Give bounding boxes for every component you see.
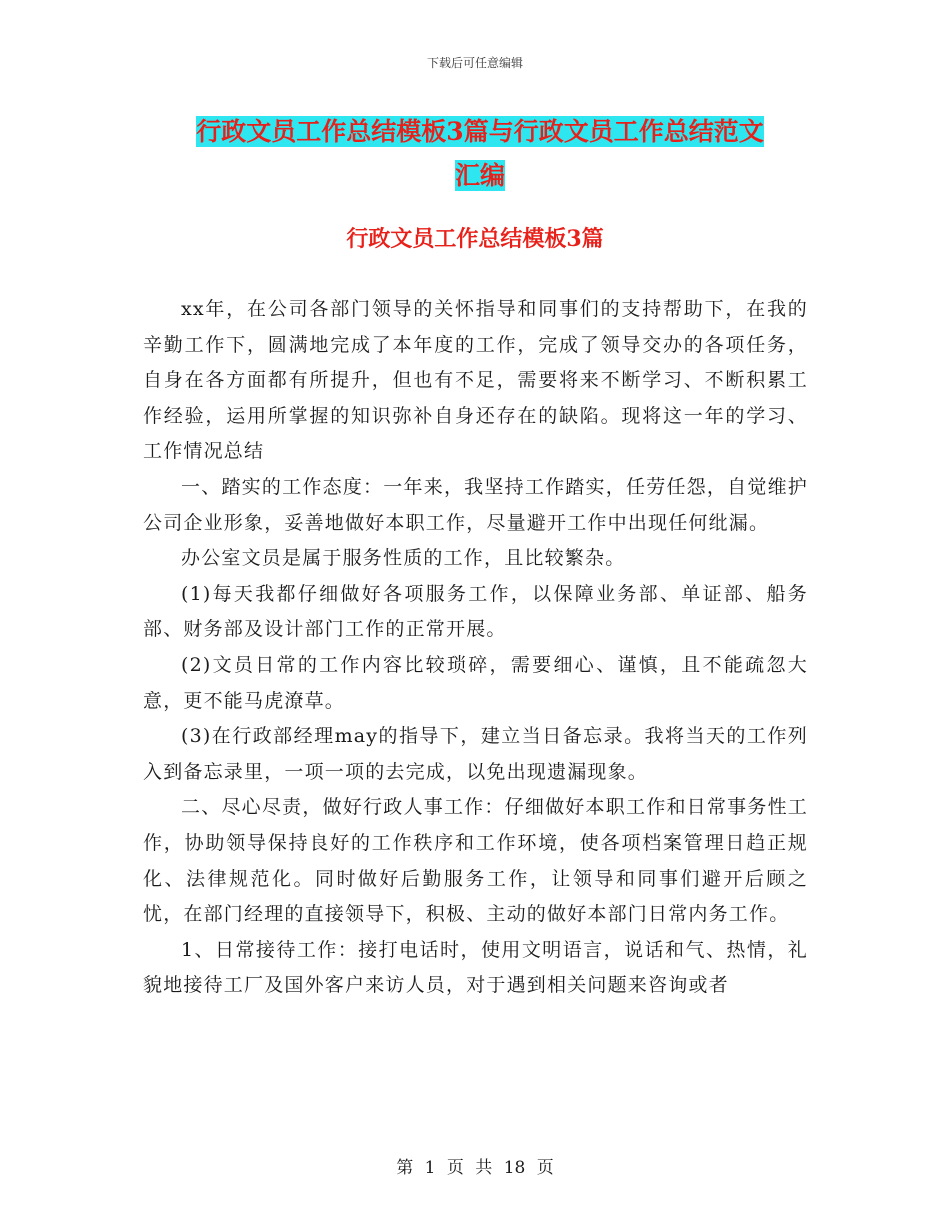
paragraph: (2)文员日常的工作内容比较琐碎，需要细心、谨慎，且不能疏忽大意，更不能马虎潦草。 <box>143 653 808 712</box>
document-title <box>140 110 820 198</box>
section-title: 行政文员工作总结模板3篇 <box>346 226 604 252</box>
paragraph: 办公室文员是属于服务性质的工作，且比较繁杂。 <box>181 547 626 570</box>
title-line-1: 行政文员工作总结模板3篇与行政文员工作总结范文 <box>196 117 764 146</box>
body-text <box>143 292 808 1004</box>
paragraph: 一、踏实的工作态度：一年来，我坚持工作踏实，任劳任怨，自觉维护公司企业形象，妥善地做好本职工作，尽量避开工作中出现任何纰漏。 <box>143 475 808 534</box>
paragraph: xx年，在公司各部门领导的关怀指导和同事们的支持帮助下，在我的辛勤工作下，圆满地完成了本年度的工作，完成了领导交办的各项任务，自身在各方面都有所提升，但也有不足，需要将来不断学习、不断积累工作经验，运用所掌握的知识弥补自身还存在的缺陷。现将这一年的学习、工作情况总结 <box>143 298 808 463</box>
paragraph: 二、尽心尽责，做好行政人事工作：仔细做好本职工作和日常事务性工作，协助领导保持良好的工作秩序和工作环境，使各项档案管理日趋正规化、法律规范化。同时做好后勤服务工作，让领导和同事们避开后顾之忧，在部门经理的直接领导下，积极、主动的做好本部门日常内务工作。 <box>143 796 808 926</box>
title-line-2: 汇编 <box>454 161 505 190</box>
paragraph: (3)在行政部经理may的指导下，建立当日备忘录。我将当天的工作列入到备忘录里，一项一项的去完成，以免出现遗漏现象。 <box>143 725 808 783</box>
page-footer: 第 1 页 共 18 页 <box>396 1158 554 1178</box>
header-note: 下载后可任意编辑 <box>426 56 523 70</box>
paragraph: 1、日常接待工作：接打电话时，使用文明语言，说话和气、热情，礼貌地接待工厂及国外客户来访人员，对于遇到相关问题来咨询或者 <box>143 938 808 997</box>
paragraph: (1)每天我都仔细做好各项服务工作，以保障业务部、单证部、船务部、财务部及设计部门工作的正常开展。 <box>143 582 808 641</box>
